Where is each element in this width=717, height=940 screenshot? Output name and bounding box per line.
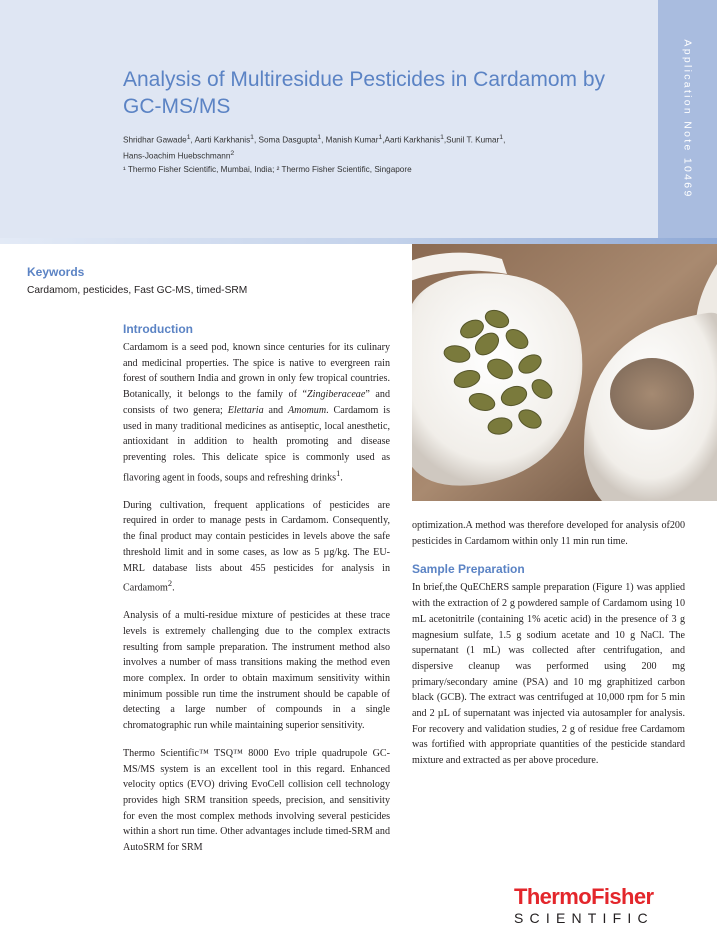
keywords-heading: Keywords — [27, 265, 85, 279]
author-name: Soma Dasgupta — [258, 135, 318, 145]
author-name: Aarti Karkhanis — [384, 135, 441, 145]
continued-paragraph: optimization.A method was therefore developed for analysis of200 pesticides in Cardamom within only 11 min run time. — [412, 520, 685, 547]
affiliations: ¹ Thermo Fisher Scientific, Mumbai, India; ² Thermo Fisher Scientific, Singapore — [123, 165, 412, 175]
author-block — [123, 131, 593, 177]
sample-prep-paragraph: In brief,the QuEChERS sample preparation (Figure 1) was applied with the extraction of 2 g powdered sample of Cardamom using 10 mL acetonitrile (containing 1% acetic acid) in the presence of 3 g magnesium sulfate, 1.5 g sodium acetate and 10 g NaCl. The supernatant (1 mL) was collected after centrifugation, and dispersive cleanup was performed using 200 mg primary/secondary amine (PSA) and 10 mg graphitized carbon black (GCB). The extract was centrifuged at 10,000 rpm for 5 min and 2 µL of supernatant was injected via autosampler for analysis. For recovery and validation studies, 2 g of residue free Cardamom was fortified with appropriate quantities of the pesticide standard mixture and extracted as per above procedure. — [412, 582, 685, 767]
logo-subtitle: SCIENTIFIC — [514, 910, 654, 926]
thermofisher-logo — [514, 885, 689, 927]
cardamom-photo — [412, 244, 717, 501]
author-name: Shridhar Gawade — [123, 135, 187, 145]
introduction-heading: Introduction — [123, 322, 193, 336]
author-name: Manish Kumar — [325, 135, 379, 145]
intro-paragraph-1: Cardamom is a seed pod, known since centuries for its culinary and medicinal properties. The spice is native to evergreen rain forest of southern India and grown in only few tropical countries. Botanically, it belongs to the family of “Zingiberaceae” and consists of two genera; Elettaria and Amomum. Cardamom is used in many traditional medicines as antiseptic, local anesthetic, antioxidant in addition to health promoting and disease preventing roles. This delicate spice is commonly used as flavoring agent in foods, soups and refreshing drinks$^1$. — [123, 342, 390, 483]
intro-paragraph-2: During cultivation, frequent applications of pesticides are required in order to manage pests in Cardamom. Consequently, the final product may contain pesticides in levels above the safe threshold limit and in some cases, as low as 5 µg/kg. The EU-MRL database lists about 455 pesticides for analysis in Cardamom$^2$. — [123, 499, 390, 594]
author-name: Aarti Karkhanis — [194, 135, 251, 145]
keywords-text: Cardamom, pesticides, Fast GC-MS, timed-SRM — [27, 285, 248, 296]
application-note-text: Application Note 10469 — [681, 39, 694, 199]
author-name: Sunil T. Kumar — [446, 135, 500, 145]
intro-paragraph-4: Thermo Scientific™ TSQ™ 8000 Evo triple quadrupole GC-MS/MS system is an excellent tool in this regard. Enhanced velocity optics (EVO) driving EvoCell collision cell technology provides high SRM transition speeds, precision, and sensitivity for even the most complex methods involving several pesticides within a short run time. Other advantages include timed-SRM and AutoSRM for SRM — [123, 747, 390, 854]
author-name: Hans-Joachim Huebschmann — [123, 151, 231, 161]
page-title: Analysis of Multiresidue Pesticides in Cardamom by GC-MS/MS — [123, 68, 606, 118]
logo-wordmark: ThermoFisher — [514, 884, 654, 909]
intro-paragraph-3: Analysis of a multi-residue mixture of pesticides at these trace levels is extremely challenging due to the complex extracts resulting from sample preparation. The instrument method also involves a number of mass transitions making the method even more complex. In order to obtain maximum sensitivity within minimum possible run time the instrument should be capable of detecting a large number of compounds in a single chromatographic run while maintaining superior sensitivity. — [123, 610, 390, 732]
sample-prep-heading: Sample Preparation — [412, 562, 525, 577]
column-right — [412, 518, 685, 781]
column-left — [123, 321, 390, 868]
author-list: Shridhar Gawade$^1$, Aarti Karkhanis$^1$, Soma Dasgupta$^1$, Manish Kumar$^1$,Aarti Karkhanis$^1$,Sunil T. Kumar$^1$, Hans-Joachim Huebschmann$^2$ — [123, 134, 506, 161]
application-note-label — [658, 0, 717, 238]
cardamom-illustration — [412, 244, 717, 501]
